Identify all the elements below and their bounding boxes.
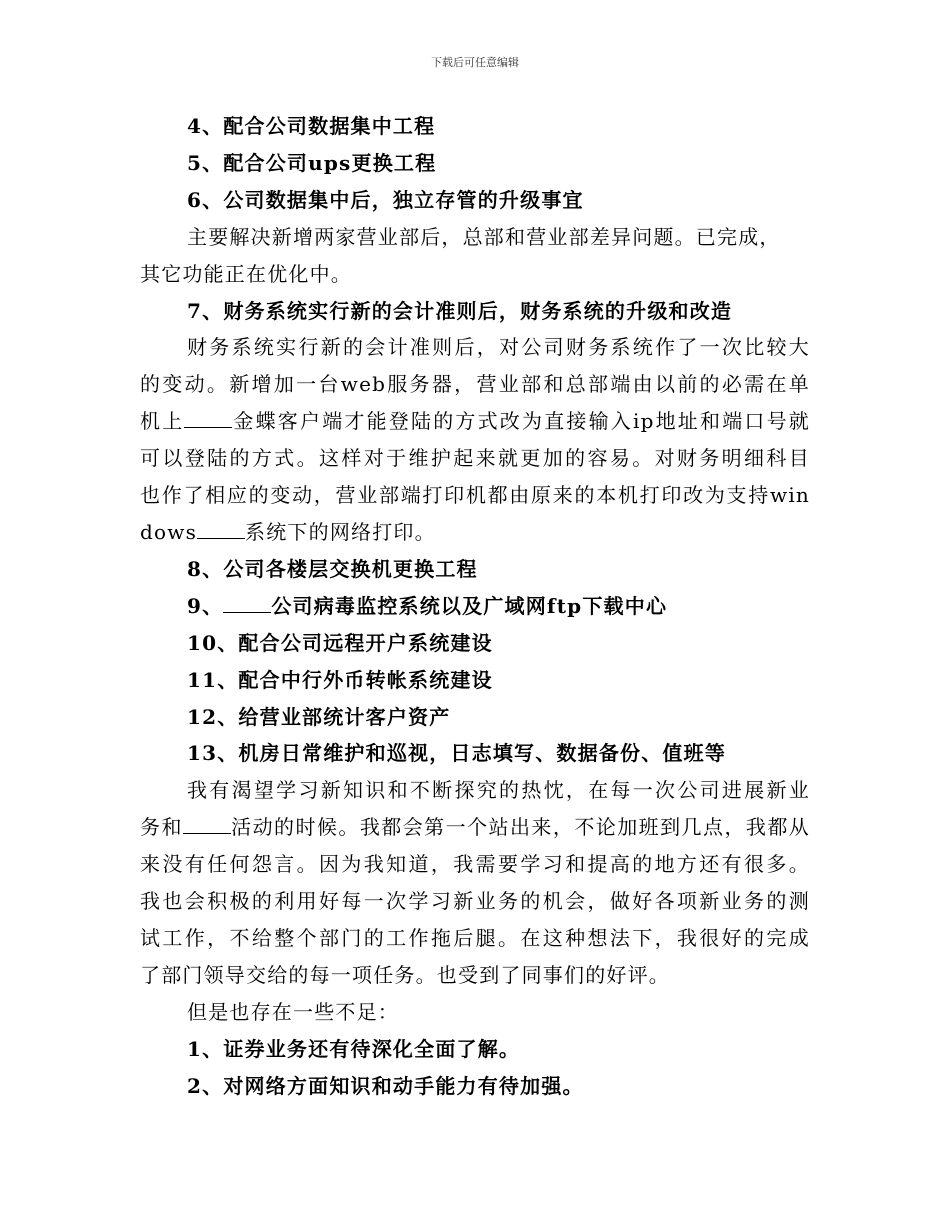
blank-underline <box>197 520 245 539</box>
text-segment: 务和 <box>140 815 183 840</box>
text-segment: 机上 <box>140 409 185 434</box>
list-heading: 12、给营业部统计客户资产 <box>187 704 451 729</box>
paragraph-line: 试工作，不给整个部门的工作拖后腿。在这种想法下，我很好的完成 <box>140 925 810 950</box>
list-heading: 13、机房日常维护和巡视，日志填写、数据备份、值班等 <box>187 741 727 766</box>
paragraph-line: 我有渴望学习新知识和不断探究的热忱，在每一次公司进展新业 <box>187 778 810 803</box>
text-segment: 金蝶客户端才能登陆的方式改为直接输入ip地址和端口号就 <box>232 409 810 434</box>
blank-underline <box>183 815 231 834</box>
list-heading: 8、公司各楼层交换机更换工程 <box>187 556 478 581</box>
blank-underline <box>223 594 271 613</box>
list-heading: 4、配合公司数据集中工程 <box>187 114 436 138</box>
text-segment: 活动的时候。我都会第一个站出来，不论加班到几点，我都从 <box>230 815 810 840</box>
document-body <box>140 108 810 1104</box>
paragraph-line: 也作了相应的变动，营业部端打印机都由原来的本机打印改为支持win <box>140 483 810 508</box>
list-heading: 5、配合公司ups更换工程 <box>187 150 437 175</box>
text-segment: 系统下的网络打印。 <box>245 519 436 544</box>
list-heading: 10、配合公司远程开户系统建设 <box>187 630 493 655</box>
list-heading: 2、对网络方面知识和动手能力有待加强。 <box>187 1073 584 1098</box>
list-heading: 7、财务系统实行新的会计准则后，财务系统的升级和改造 <box>187 298 733 323</box>
paragraph-line: 但是也存在一些不足： <box>187 999 399 1024</box>
blank-underline <box>184 409 232 428</box>
paragraph-line: 主要解决新增两家营业部后，总部和营业部差异问题。已完成， <box>187 224 781 249</box>
paragraph-line: 我也会积极的利用好每一次学习新业务的机会，做好各项新业务的测 <box>140 889 810 914</box>
paragraph-line: 可以登陆的方式。这样对于维护起来就更加的容易。对财务明细科目 <box>140 446 810 471</box>
list-heading: 6、公司数据集中后，独立存管的升级事宜 <box>187 187 584 212</box>
paragraph-line <box>140 514 810 551</box>
text-segment: 9、 <box>187 593 224 618</box>
paragraph-line <box>140 403 810 440</box>
list-heading: 1、证券业务还有待深化全面了解。 <box>187 1036 521 1061</box>
paragraph-line: 来没有任何怨言。因为我知道，我需要学习和提高的地方还有很多。 <box>140 852 810 877</box>
paragraph-line: 其它功能正在优化中。 <box>140 261 352 286</box>
list-heading: 11、配合中行外币转帐系统建设 <box>187 667 493 692</box>
text-segment: 公司病毒监控系统以及广域网ftp下载中心 <box>271 593 668 618</box>
paragraph-line: 的变动。新增加一台web服务器，营业部和总部端由以前的必需在单 <box>140 372 810 397</box>
list-heading <box>140 588 810 625</box>
running-header: 下载后可任意编辑 <box>431 56 519 69</box>
text-segment: dows <box>140 519 198 544</box>
paragraph-line: 财务系统实行新的会计准则后，对公司财务系统作了一次比较大 <box>187 335 810 360</box>
paragraph-line: 了部门领导交给的每一项任务。也受到了同事们的好评。 <box>140 962 670 987</box>
paragraph-line <box>140 809 810 846</box>
